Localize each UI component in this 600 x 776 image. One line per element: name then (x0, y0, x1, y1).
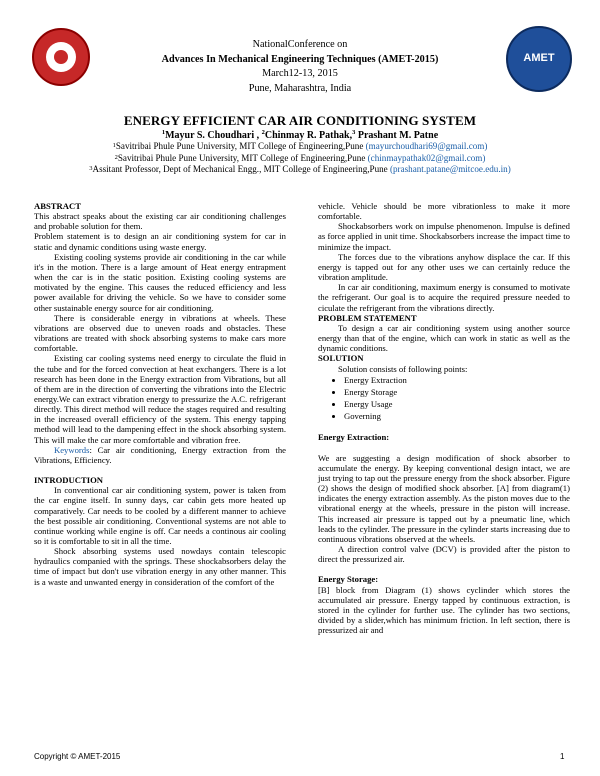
intro-para-1: In conventional car air conditioning system, power is taken from the car engine itself. In sunny days, car cabin gets more heated up comparatively. Car needs to be cooled by a different manner to achieve the best possible air conditioning. Conventional systems are not able to continue working while engine is off. Car needs a continous air cooling so it is comfortable to sit in all the time. (34, 485, 286, 546)
aff-2-sup: 2 (114, 153, 118, 161)
problem-statement-text: To design a car air conditioning system using another source energy than that of the engine, which can work in static as well as the dynamic conditions. (318, 322, 570, 354)
energy-storage-heading: Energy Storage: (318, 574, 379, 585)
author-list (0, 130, 600, 141)
author-1-sup: 1 (161, 129, 166, 136)
list-item: • Energy Usage (344, 398, 570, 410)
affiliation-3 (0, 164, 600, 176)
abstract-para-5: Existing car cooling systems need energy to circulate the fluid in the tube and for the forced convection at heat exchangers. There is a lot research has been done in the Energy extraction from Vibrations, but all of them are in the direction of converting the vibrations into the Electric energy.We can extract vibration energy to pressurize the A.C. refrigerant directly. This direct method will reduce the stages required and resulting in the increased overall efficiency of the system. This energy tapping method will lead to the dampening effect in the shock absorbing system. This will make the car more comfortable and vibration free. (34, 353, 286, 445)
page-number: 1 (560, 752, 565, 761)
intro-para-2: Shock absorbing systems used nowdays contain telescopic hydraulics companied with the springs. These shockabsorbers delay the time of impact but don't use vibration energy in any other manner. This is a waste and unwanted energy in consideration of the comfort of the (34, 546, 286, 587)
aff-1-text: Savitribai Phule Pune University, MIT College of Engineering,Pune (115, 141, 366, 151)
affiliation-1 (0, 141, 600, 153)
aff-3-text: Assitant Professor, Dept of Mechanical Engg., MIT College of Engineering,Pune (92, 164, 390, 175)
author-1: Mayur S. Choudhari , (165, 130, 262, 141)
author-3-sup: 3 (352, 129, 356, 136)
left-column (34, 201, 286, 587)
energy-extraction-para-1: We are suggesting a design modification of shock absorber to accumulate the energy. By keeping conventional design intact, we are just trying to tap out the pressure energy from the shock absorber. Figure (2) shows the design of modified shock absorber. [A] from diagram(1) indicates the energy extraction assembly. As the piston moves due to the vibrational energy at the wheels, pressure in the piston will increase. This increased air pressure is tapped out by a pneumatic line, which leads to the cylinder. The pressure in the cylinder starts increasing due to continuous vibrations observed at the wheels. (318, 452, 570, 544)
solution-list (318, 374, 570, 423)
right-para-1: vehicle. Vehicle should be more vibrationless to make it more comfortable. (318, 201, 570, 222)
author-3: Prashant M. Patne (355, 130, 439, 141)
paper-title: ENERGY EFFICIENT CAR AIR CONDITIONING SYSTEM (123, 113, 477, 128)
aff-2-text: Savitribai Phule Pune University, MIT College of Engineering,Pune (117, 152, 368, 163)
keywords-label: Keywords (54, 444, 90, 455)
author-2: Chinmay R. Pathak, (264, 130, 353, 141)
introduction-heading: INTRODUCTION (34, 475, 104, 486)
right-para-4: In car air conditioning, maximum energy is consumed to motivate the refrigerant. Our goal is to acquire the required pressure needed to ciculate the refrigerant from the vibrations directly. (318, 282, 570, 313)
energy-storage-para-1: [B] block from Diagram (1) shows cyclinder which stores the accumulated air pressure. Energy tapped by continuous extraction, is stored in the cylinder for further use. The cylinder has two sections, divided by a slider,which has minimum friction. In left section, there is pressurized air and (318, 584, 570, 636)
affiliation-2 (0, 153, 600, 165)
keywords (34, 445, 286, 465)
list-item: • Energy Storage (344, 386, 570, 398)
abstract-para-3: Existing cooling systems provide air conditioning in the car while it's in the motion. There is a large amount of Heat energy entrapment when the car is in the static position. Existing cooling systems are motivated by the engine. This causes the reduced efficiency and less power available for driving the vehicle. So we have to consider some other sustainable energy source for air conditioning. (34, 251, 286, 313)
conference-location: Pune, Maharashtra, India (248, 82, 352, 94)
list-item: • Governing (344, 410, 570, 422)
author-2-sup: 2 (261, 129, 265, 136)
abstract-heading: ABSTRACT (34, 201, 81, 211)
aff-3-sup: 3 (89, 165, 93, 173)
aff-1-email[interactable]: (mayurchoudhari69@gmail.com) (365, 141, 488, 151)
energy-extraction-para-2: A direction control valve (DCV) is provided after the piston to direct the pressurized air. (318, 544, 570, 565)
abstract-para-2: Problem statement is to design an air conditioning system for car in static and dynamic conditions using waste energy. (34, 231, 286, 252)
right-para-2: Shockabsorbers work on impulse phenomenon. Impulse is defined as force applied in unit time. Shockabsorbers increase the impact time to minimize the impact. (318, 221, 570, 252)
conference-header (0, 38, 600, 96)
energy-extraction-heading: Energy Extraction: (318, 432, 390, 443)
abstract-para-1: This abstract speaks about the existing car air conditioning challenges and probable solution for them. (34, 211, 286, 232)
logo-text: AMET (523, 52, 555, 64)
problem-statement-heading: PROBLEM STATEMENT (318, 312, 417, 323)
solution-heading: SOLUTION (318, 353, 364, 364)
conference-name: Advances In Mechanical Engineering Techniques (AMET-2015) (161, 53, 439, 65)
conference-dates: March12-13, 2015 (262, 68, 338, 79)
right-column (318, 201, 570, 635)
conference-line-1: NationalConference on (252, 39, 348, 50)
right-para-3: The forces due to the vibrations anyhow displace the car. If this energy is tapped out for any other uses we can certainly reduce the vibration amplitude. (318, 251, 570, 283)
aff-1-sup: 1 (112, 142, 116, 149)
solution-intro: Solution consists of following points: (338, 363, 468, 374)
copyright-footer: Copyright © AMET-2015 (34, 752, 121, 761)
title-block (0, 113, 600, 176)
keywords-text: : Car air conditioning, Energy extraction from the Vibrations, Efficiency. (34, 444, 286, 465)
aff-2-email[interactable]: (chinmaypathak02@gmail.com) (367, 152, 486, 163)
aff-3-email[interactable]: (prashant.patane@mitcoe.edu.in) (389, 164, 511, 175)
list-item: • Energy Extraction (344, 374, 570, 386)
abstract-para-4: There is considerable energy in vibrations at wheels. These vibrations are observed due to uneven roads and obstacles. These vibrations are treated with shock absorbing systems to make cars more comfortable. (34, 312, 286, 354)
